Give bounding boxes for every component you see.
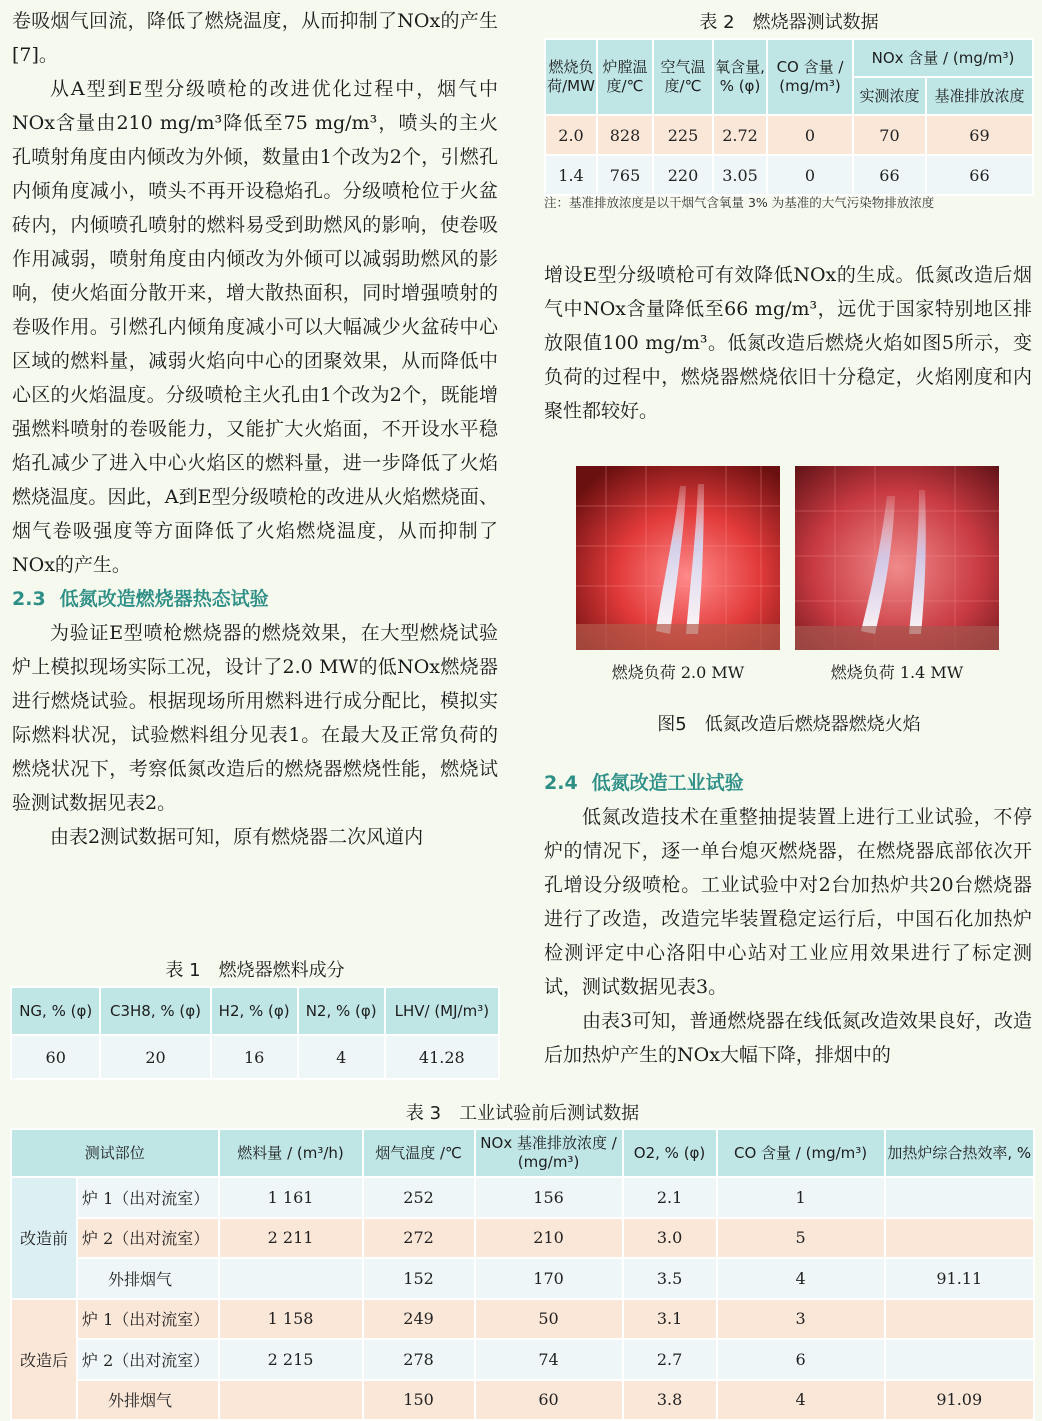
table-header-row <box>11 1129 1034 1177</box>
table-cell: 1 161 <box>219 1177 363 1218</box>
section-number: 2.4 <box>544 772 578 794</box>
paragraph-table2-analysis: 由表2测试数据可知，原有燃烧器二次风道内 <box>50 826 424 848</box>
table-header-cell: CO 含量 / (mg/m³) <box>717 1129 885 1177</box>
table-group-cell: 改造前 <box>11 1177 77 1299</box>
table-cell: 60 <box>475 1380 623 1421</box>
table-cell: 2.0 <box>545 115 597 155</box>
table-cell: 91.09 <box>885 1380 1034 1421</box>
table-header-cell: 加热炉综合热效率, % <box>885 1129 1034 1177</box>
table-cell: 156 <box>475 1177 623 1218</box>
table-cell: 765 <box>597 155 653 195</box>
table-row <box>545 155 1033 195</box>
section-heading-2-4 <box>544 766 1032 800</box>
table-row <box>545 115 1033 155</box>
table-cell: 66 <box>853 155 926 195</box>
figure5-caption: 图5 低氮改造后燃烧器燃烧火焰 <box>657 714 921 735</box>
table-row <box>11 1258 1034 1299</box>
table-cell: 2.1 <box>623 1177 717 1218</box>
table-cell: 278 <box>363 1339 475 1380</box>
table-row <box>11 1299 1034 1340</box>
section-heading-2-3 <box>12 582 498 616</box>
table-header-cell: NG, % (φ) <box>11 987 100 1035</box>
table-cell: 1 158 <box>219 1299 363 1340</box>
table-row <box>11 1218 1034 1259</box>
table-cell: 220 <box>653 155 713 195</box>
paragraph-nox-reduction: 增设E型分级喷枪可有效降低NOx的生成。低氮改造后烟气中NOx含量降低至66 mg/m³，远优于国家特别地区排放限值100 mg/m³。低氮改造后燃烧火焰如图5所示，变负荷的过程中，燃烧器燃烧依旧十分稳定，火焰刚度和内聚性都较好。 <box>544 264 1032 422</box>
table-cell <box>885 1177 1034 1218</box>
table-cell: 60 <box>11 1035 100 1079</box>
section-title: 低氮改造工业试验 <box>591 772 744 794</box>
table-cell: 20 <box>100 1035 210 1079</box>
table1-caption: 表 1 燃烧器燃料成分 <box>165 960 345 981</box>
section-title: 低氮改造燃烧器热态试验 <box>59 588 269 610</box>
table-header-cell: 燃烧负荷/MW <box>545 39 597 115</box>
table-header-cell: 烟气温度 /℃ <box>363 1129 475 1177</box>
table-cell: 外排烟气 <box>77 1258 219 1299</box>
table-header-cell: 炉膛温度/℃ <box>597 39 653 115</box>
table-cell: 150 <box>363 1380 475 1421</box>
table-cell: 2.7 <box>623 1339 717 1380</box>
table-header-cell: NOx 基准排放浓度 / (mg/m³) <box>475 1129 623 1177</box>
table-cell: 4 <box>717 1380 885 1421</box>
table-group-cell: 改造后 <box>11 1299 77 1421</box>
paragraph-gun-evolution: 从A型到E型分级喷枪的改进优化过程中，烟气中NOx含量由210 mg/m³降低至75 mg/m³，喷头的主火孔喷射角度由内倾改为外倾，数量由1个改为2个，引燃孔内倾角度减小，喷头不再开设稳焰孔。分级喷枪位于火盆砖内，内倾喷孔喷射的燃料易受到助燃风的影响，使卷吸作用减弱，喷射角度由内倾改为外倾可以减弱助燃风的影响，使火焰面分散开来，增大散热面积，同时增强喷射的卷吸作用。引燃孔内倾角度减小可以大幅减少火盆砖中心区域的燃料量，减弱火焰向中心的团聚效果，从而降低中心区的火焰温度。分级喷枪主火孔由1个改为2个，既能增强燃料喷射的卷吸能力，又能扩大火焰面，不开设水平稳焰孔减少了进入中心火焰区的燃料量，进一步降低了火焰燃烧温度。因此，A到E型分级喷枪的改进从火焰燃烧面、烟气卷吸强度等方面降低了火焰燃烧温度，从而抑制了NOx的产生。 <box>12 78 498 576</box>
table-cell: 0 <box>767 115 853 155</box>
table2-caption: 表 2 燃烧器测试数据 <box>699 12 879 33</box>
table-cell: 3.1 <box>623 1299 717 1340</box>
table-cell: 16 <box>211 1035 298 1079</box>
table-header-cell: 实测浓度 <box>853 77 926 115</box>
table-cell: 272 <box>363 1218 475 1259</box>
table-header-row <box>11 987 499 1035</box>
table-cell: 1.4 <box>545 155 597 195</box>
table-row <box>11 1380 1034 1421</box>
table-cell: 91.11 <box>885 1258 1034 1299</box>
paragraph-carryover: 卷吸烟气回流，降低了燃烧温度，从而抑制了NOx的产生[7]。 <box>12 10 498 66</box>
table-cell <box>885 1218 1034 1259</box>
table-cell: 249 <box>363 1299 475 1340</box>
flame-photo-2-0mw <box>576 466 780 650</box>
table-cell: 70 <box>853 115 926 155</box>
right-column-lower <box>544 766 1032 1072</box>
right-column <box>544 258 1032 428</box>
table-cell: 3.8 <box>623 1380 717 1421</box>
table-header-cell: H2, % (φ) <box>211 987 298 1035</box>
table-cell: 210 <box>475 1218 623 1259</box>
table-cell: 3.5 <box>623 1258 717 1299</box>
table-cell: 3 <box>717 1299 885 1340</box>
table-cell: 外排烟气 <box>77 1380 219 1421</box>
table-cell: 3.05 <box>713 155 767 195</box>
table-header-cell: O2, % (φ) <box>623 1129 717 1177</box>
table-cell: 5 <box>717 1218 885 1259</box>
table-cell <box>885 1339 1034 1380</box>
table-cell: 74 <box>475 1339 623 1380</box>
table-cell <box>219 1380 363 1421</box>
table-cell: 3.0 <box>623 1218 717 1259</box>
table-header-cell: 基准排放浓度 <box>926 77 1033 115</box>
table-cell: 252 <box>363 1177 475 1218</box>
table-cell <box>885 1299 1034 1340</box>
table2-burner-test-data <box>544 38 1034 196</box>
left-column <box>12 4 498 854</box>
table-cell: 828 <box>597 115 653 155</box>
paragraph-industrial-test: 低氮改造技术在重整抽提装置上进行工业试验，不停炉的情况下，逐一单台熄灭燃烧器，在燃烧器底部依次开孔增设分级喷枪。工业试验中对2台加热炉共20台燃烧器进行了改造，改造完毕装置稳定运行后，中国石化加热炉检测评定中心洛阳中心站对工业应用效果进行了标定测试，测试数据见表3。 <box>544 806 1032 998</box>
table-cell: 2 211 <box>219 1218 363 1259</box>
table-cell: 2 215 <box>219 1339 363 1380</box>
table-cell: 炉 1（出对流室） <box>77 1299 219 1340</box>
table3-caption: 表 3 工业试验前后测试数据 <box>405 1103 640 1124</box>
table-cell: 1 <box>717 1177 885 1218</box>
table-cell: 170 <box>475 1258 623 1299</box>
table-cell: 4 <box>717 1258 885 1299</box>
table-cell: 66 <box>926 155 1033 195</box>
table-header-cell: CO 含量 / (mg/m³) <box>767 39 853 115</box>
section-number: 2.3 <box>12 588 46 610</box>
figure5-label-left: 燃烧负荷 2.0 MW <box>611 663 745 682</box>
table-cell: 0 <box>767 155 853 195</box>
table-cell: 炉 1（出对流室） <box>77 1177 219 1218</box>
table-header-cell: 燃料量 / (m³/h) <box>219 1129 363 1177</box>
table-cell: 152 <box>363 1258 475 1299</box>
table-cell <box>219 1258 363 1299</box>
table-header-cell: 空气温度/℃ <box>653 39 713 115</box>
table-header-cell: 测试部位 <box>11 1129 219 1177</box>
table-header-row <box>545 39 1033 77</box>
table-header-cell: N2, % (φ) <box>298 987 385 1035</box>
table-cell: 4 <box>298 1035 385 1079</box>
table-header-cell: LHV/ (MJ/m³) <box>385 987 499 1035</box>
table-row <box>11 1177 1034 1218</box>
flame-photo-1-4mw <box>795 466 999 650</box>
table1-fuel-composition <box>10 986 500 1080</box>
table-cell: 炉 2（出对流室） <box>77 1218 219 1259</box>
figure5-label-right: 燃烧负荷 1.4 MW <box>830 663 964 682</box>
table-cell: 50 <box>475 1299 623 1340</box>
table-header-cell: NOx 含量 / (mg/m³) <box>853 39 1033 77</box>
table-row <box>11 1339 1034 1380</box>
table-cell: 6 <box>717 1339 885 1380</box>
table-cell: 225 <box>653 115 713 155</box>
table-cell: 2.72 <box>713 115 767 155</box>
table-cell: 69 <box>926 115 1033 155</box>
paragraph-table3-analysis: 由表3可知，普通燃烧器在线低氮改造效果良好，改造后加热炉产生的NOx大幅下降，排烟中的 <box>544 1010 1032 1066</box>
table2-note: 注：基准排放浓度是以干烟气含氧量 3% 为基准的大气污染物排放浓度 <box>544 195 935 210</box>
paragraph-hot-test: 为验证E型喷枪燃烧器的燃烧效果，在大型燃烧试验炉上模拟现场实际工况，设计了2.0 MW的低NOx燃烧器进行燃烧试验。根据现场所用燃料进行成分配比，模拟实际燃料状况，试验燃料组分见表1。在最大及正常负荷的燃烧状况下，考察低氮改造后的燃烧器燃烧性能，燃烧试验测试数据见表2。 <box>12 622 498 814</box>
table-cell: 41.28 <box>385 1035 499 1079</box>
table-header-cell: 氧含量, % (φ) <box>713 39 767 115</box>
table-row <box>11 1035 499 1079</box>
table-cell: 炉 2（出对流室） <box>77 1339 219 1380</box>
table3-industrial-test-data <box>10 1128 1035 1421</box>
table-header-cell: C3H8, % (φ) <box>100 987 210 1035</box>
